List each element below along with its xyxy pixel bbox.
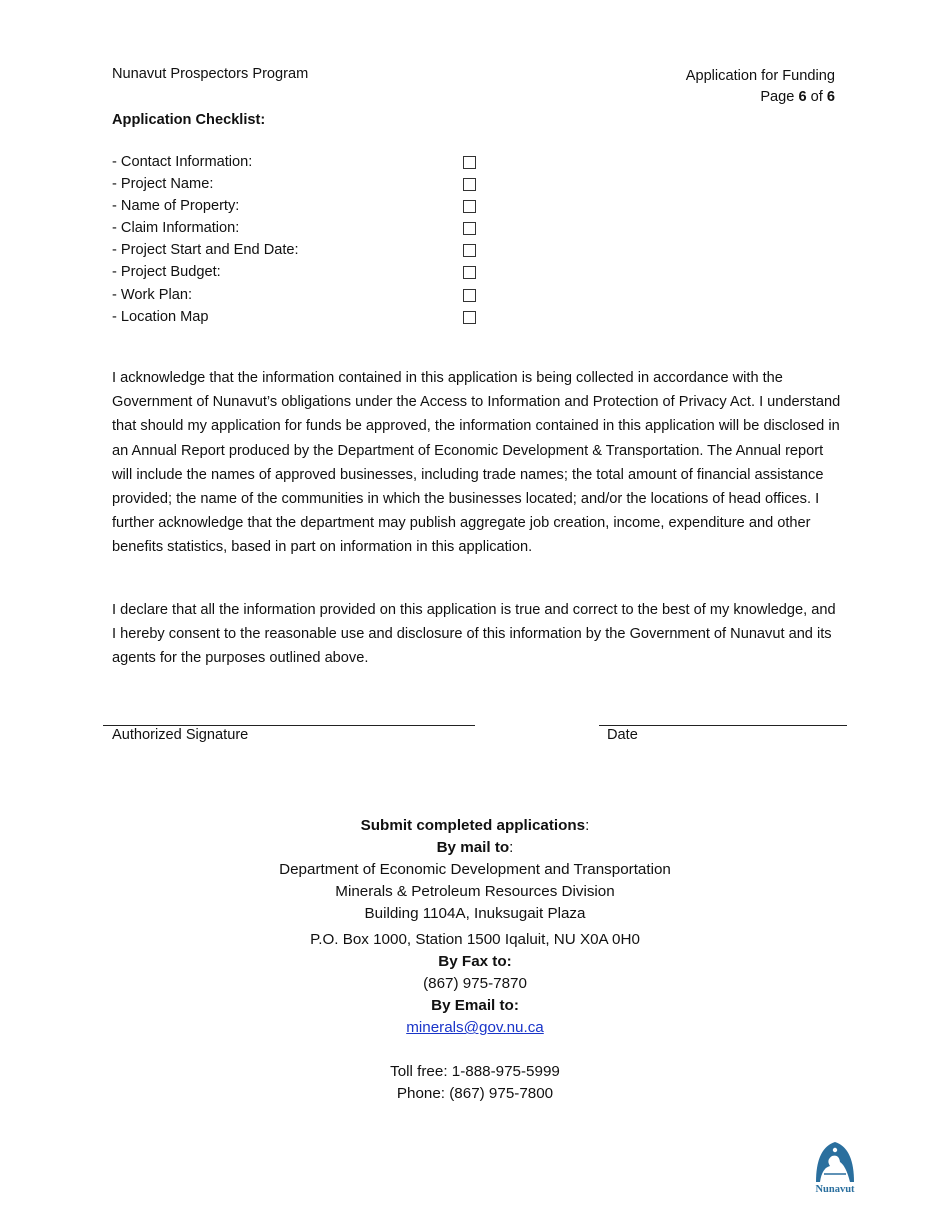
toll-free-number: Toll free: 1-888-975-5999 [390,1063,560,1080]
checklist-item [112,284,492,306]
fax-heading: By Fax to: [438,953,512,970]
checklist-item-label: - Project Budget: [112,264,221,281]
checklist-item [112,306,492,328]
page-prefix: Page [760,89,799,105]
page-current: 6 [798,89,807,105]
email-line [0,1017,950,1039]
checklist-item [112,173,492,195]
mail-address-line: Building 1104A, Inuksugait Plaza [364,905,586,922]
page-total: 6 [826,89,835,105]
submit-heading-colon: : [585,817,590,834]
project-dates-checkbox[interactable] [463,244,476,257]
submit-heading-text: Submit completed applications [360,817,586,834]
mail-address-line: P.O. Box 1000, Station 1500 Iqaluit, NU X0A 0H0 [310,931,640,948]
mail-heading-colon: : [509,839,514,856]
checklist-item [112,151,492,173]
email-link[interactable]: minerals@gov.nu.ca [406,1019,544,1036]
submission-info [0,815,950,1105]
nunavut-emblem-icon [812,1138,858,1194]
checklist-item-label: - Name of Property: [112,198,240,215]
checklist-item-label: - Project Start and End Date: [112,242,299,259]
project-name-checkbox[interactable] [463,178,476,191]
logo-text: Nunavut [815,1184,855,1194]
page-indicator [686,87,835,108]
form-header [686,66,835,108]
page-of: of [806,89,827,105]
program-name: Nunavut Prospectors Program [112,66,309,82]
signature-line[interactable] [103,725,475,726]
checklist-item-label: - Contact Information: [112,154,253,170]
claim-information-checkbox[interactable] [463,222,476,235]
submit-heading [0,815,950,837]
checklist-item-label: - Location Map [112,308,209,325]
fax-number: (867) 975-7870 [423,975,527,992]
mail-heading-text: By mail to [436,839,510,856]
checklist-item [112,217,492,239]
checklist-item-label: - Work Plan: [112,286,193,303]
mail-heading [0,837,950,859]
checklist-item [112,239,492,261]
signature-label: Authorized Signature [112,727,249,743]
date-label: Date [607,727,638,743]
work-plan-checkbox[interactable] [463,289,476,302]
checklist-item [112,261,492,283]
contact-information-checkbox[interactable] [463,156,476,169]
phone-number: Phone: (867) 975-7800 [396,1085,554,1102]
date-line[interactable] [599,725,847,726]
checklist-item-label: - Project Name: [112,176,214,193]
application-checklist [112,151,492,328]
location-map-checkbox[interactable] [463,311,476,324]
mail-address-line: Minerals & Petroleum Resources Division [335,883,615,900]
mail-address-line: Department of Economic Development and Transportation [279,861,671,878]
acknowledgement-paragraph: I acknowledge that the information contained in this application is being collected in accordance with the Government of Nunavut’s obligations under the Access to Information and Protection of Privacy Act. I understand that should my application for funds be approved, the information contained in this application will be disclosed in an Annual Report produced by the Department of Economic Development & Transportation. The Annual report will include the names of approved businesses, including trade names; the total amount of financial assistance provided; the name of the communities in which the businesses located; and/or the locations of head offices. I further acknowledge that the department may publish aggregate job creation, income, expenditure and other benefits statistics, based in part on information in this application. [112,370,841,556]
contact-spacer [0,1039,950,1061]
declaration-paragraph: I declare that all the information provided on this application is true and correct to the best of my knowledge, and I hereby consent to the reasonable use and disclosure of this information by the Government of Nunavut and its agents for the purposes outlined above. [112,602,836,667]
form-title: Application for Funding [685,68,835,84]
checklist-title: Application Checklist: [112,112,266,128]
name-of-property-checkbox[interactable] [463,200,476,213]
nunavut-logo [812,1138,858,1194]
checklist-item-label: - Claim Information: [112,220,240,237]
checklist-item [112,195,492,217]
project-budget-checkbox[interactable] [463,266,476,279]
email-heading: By Email to: [431,997,519,1014]
